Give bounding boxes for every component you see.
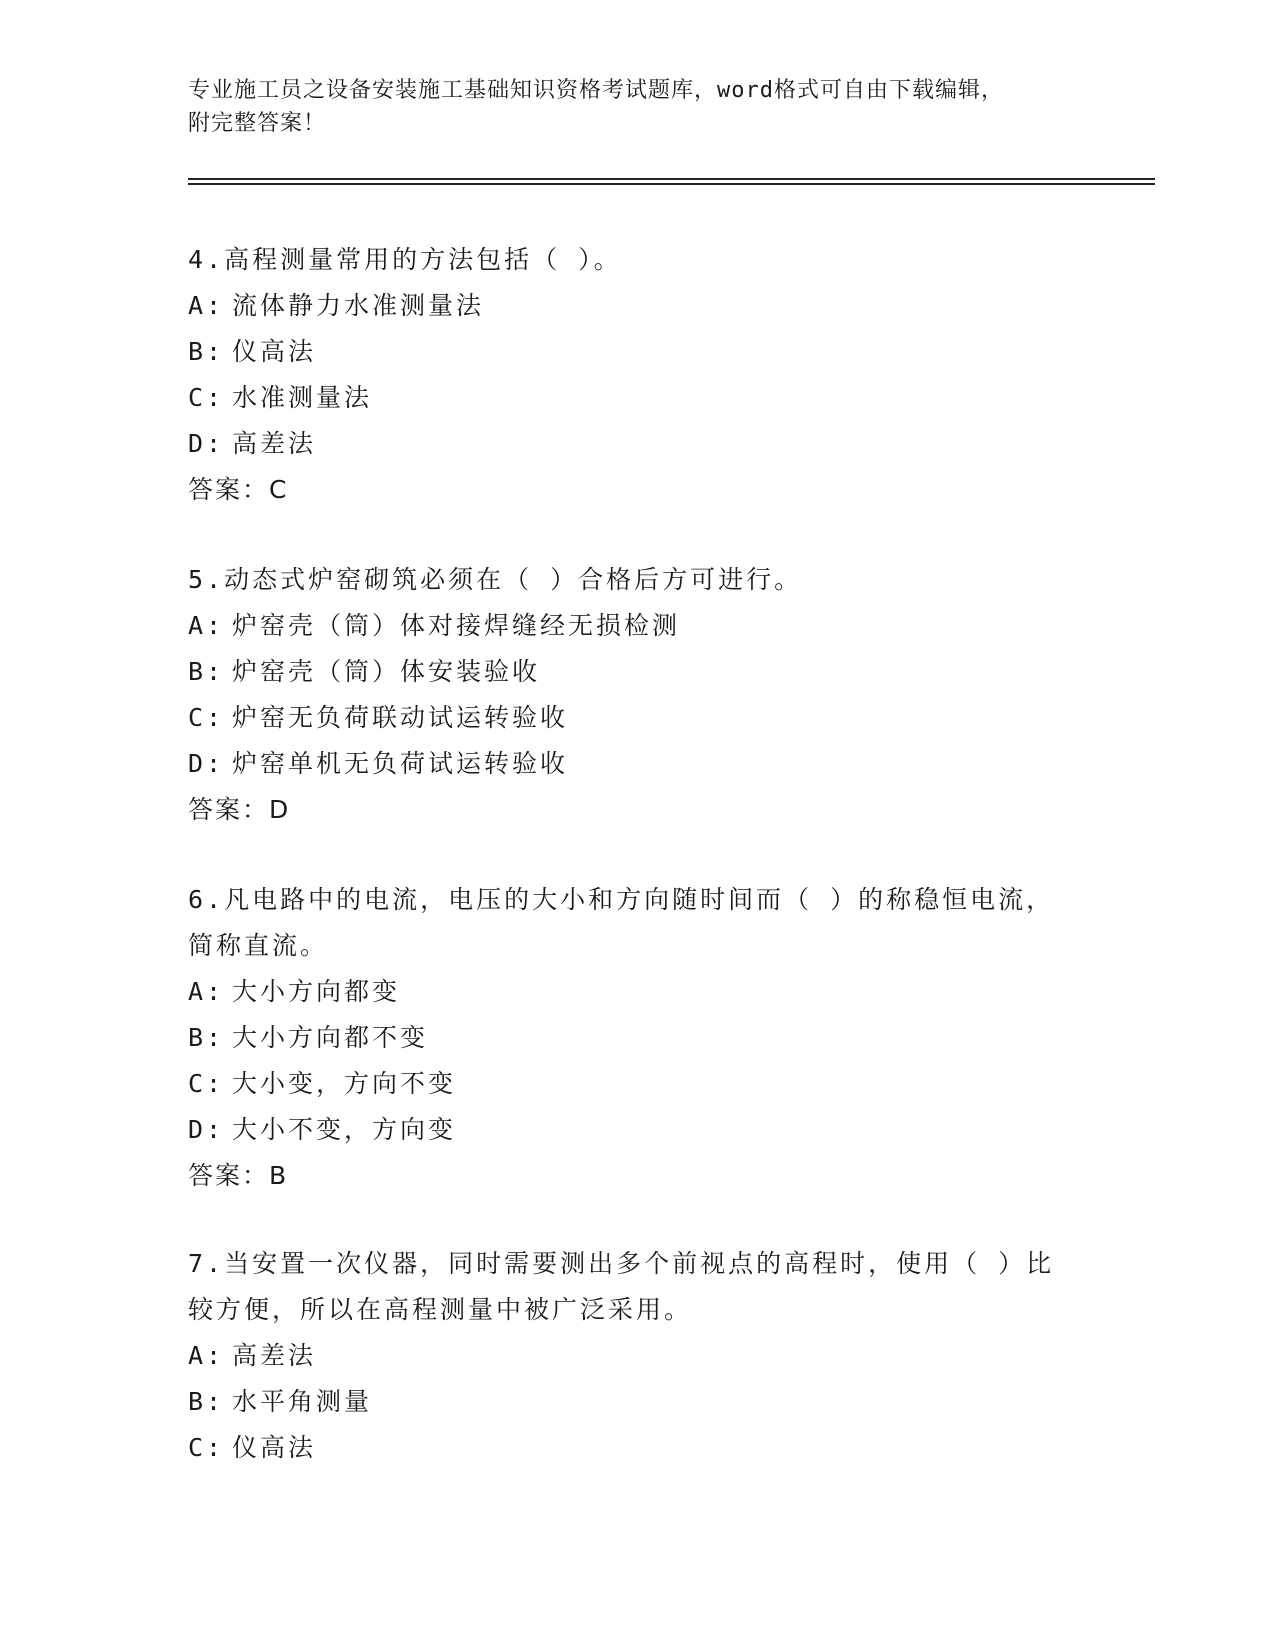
option-b <box>188 1379 1088 1425</box>
question-stem-line-2: 较方便，所以在高程测量中被广泛采用。 <box>188 1295 693 1324</box>
option-text: 仪高法 <box>232 1433 317 1462</box>
question-6 <box>188 877 1088 1199</box>
option-a <box>188 283 1088 329</box>
option-text: 大小方向都变 <box>232 977 401 1006</box>
answer-line: 答案：B <box>188 1161 289 1190</box>
option-text: 仪高法 <box>232 337 317 366</box>
option-a <box>188 969 1088 1015</box>
question-stem-line-1: 7.当安置一次仪器，同时需要测出多个前视点的高程时，使用（ ）比 <box>188 1249 1055 1278</box>
option-letter: B: <box>188 657 225 686</box>
option-d <box>188 1107 1088 1153</box>
option-letter: A: <box>188 977 225 1006</box>
header-divider-bottom <box>188 183 1155 185</box>
option-letter: B: <box>188 1023 225 1052</box>
option-letter: A: <box>188 291 225 320</box>
option-letter: B: <box>188 337 225 366</box>
answer-line: 答案：D <box>188 795 291 824</box>
option-b <box>188 1015 1088 1061</box>
question-stem-line-1: 6.凡电路中的电流，电压的大小和方向随时间而（ ）的称稳恒电流， <box>188 885 1055 914</box>
question-7 <box>188 1241 1088 1471</box>
option-letter: A: <box>188 1341 225 1370</box>
option-b <box>188 329 1088 375</box>
option-text: 炉窑单机无负荷试运转验收 <box>232 749 569 778</box>
option-b <box>188 649 1088 695</box>
option-text: 高差法 <box>232 1341 317 1370</box>
answer-line: 答案：C <box>188 475 289 504</box>
question-stem: 5.动态式炉窑砌筑必须在（ ）合格后方可进行。 <box>188 565 803 594</box>
option-text: 大小变，方向不变 <box>232 1069 457 1098</box>
option-text: 大小不变，方向变 <box>232 1115 457 1144</box>
question-5 <box>188 557 1088 833</box>
header-divider-top <box>188 178 1155 180</box>
option-d <box>188 421 1088 467</box>
option-text: 水准测量法 <box>232 383 373 412</box>
option-letter: C: <box>188 1433 225 1462</box>
option-letter: D: <box>188 749 225 778</box>
option-letter: A: <box>188 611 225 640</box>
option-letter: C: <box>188 383 225 412</box>
option-letter: C: <box>188 703 225 732</box>
option-c <box>188 1061 1088 1107</box>
option-letter: C: <box>188 1069 225 1098</box>
option-text: 高差法 <box>232 429 317 458</box>
option-text: 炉窑壳（筒）体安装验收 <box>232 657 541 686</box>
question-4 <box>188 237 1088 513</box>
option-letter: D: <box>188 429 225 458</box>
document-header <box>188 74 1088 140</box>
option-text: 炉窑壳（筒）体对接焊缝经无损检测 <box>232 611 681 640</box>
option-letter: D: <box>188 1115 225 1144</box>
option-text: 水平角测量 <box>232 1387 373 1416</box>
header-line-1: 专业施工员之设备安装施工基础知识资格考试题库，word格式可自由下载编辑， <box>188 78 1004 103</box>
option-d <box>188 741 1088 787</box>
option-letter: B: <box>188 1387 225 1416</box>
option-a <box>188 1333 1088 1379</box>
option-text: 大小方向都不变 <box>232 1023 429 1052</box>
option-c <box>188 1425 1088 1471</box>
option-a <box>188 603 1088 649</box>
question-stem-line-2: 简称直流。 <box>188 931 329 960</box>
question-stem: 4.高程测量常用的方法包括（ ）。 <box>188 245 622 274</box>
option-text: 流体静力水准测量法 <box>232 291 485 320</box>
header-line-2: 附完整答案！ <box>188 111 327 136</box>
option-text: 炉窑无负荷联动试运转验收 <box>232 703 569 732</box>
option-c <box>188 375 1088 421</box>
option-c <box>188 695 1088 741</box>
